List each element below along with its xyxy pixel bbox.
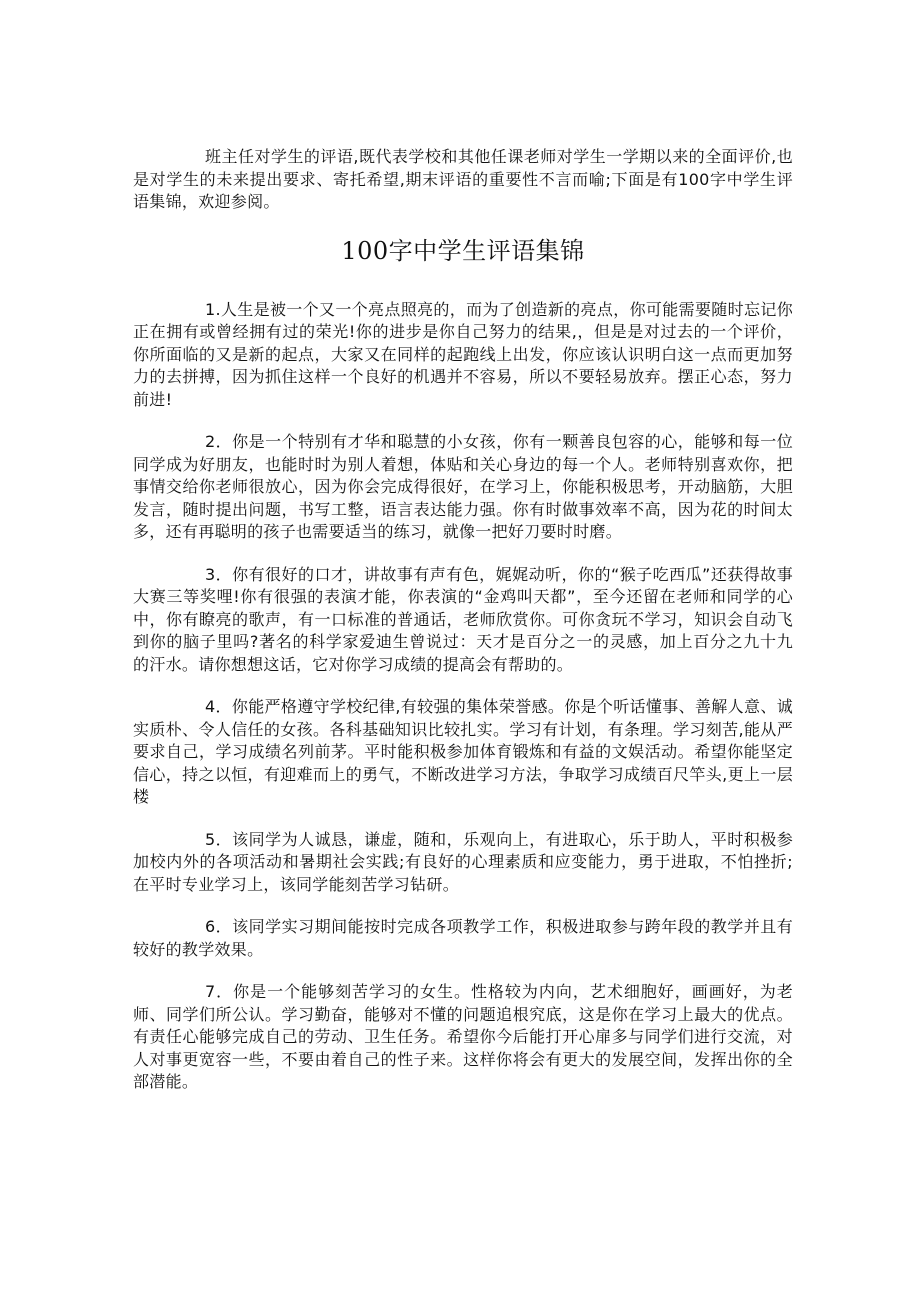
document-body bbox=[133, 146, 793, 1114]
document-title: 100字中学生评语集锦 bbox=[341, 236, 585, 265]
comment-item-6: 6．该同学实习期间能按时完成各项教学工作，积极进取参与跨年段的教学并且有较好的教学效果。 bbox=[133, 917, 793, 959]
comment-item-4: 4．你能严格遵守学校纪律,有较强的集体荣誉感。你是个听话懂事、善解人意、诚实质朴、令人信任的女孩。各科基础知识比较扎实。学习有计划，有条理。学习刻苦,能从严要求自己，学习成绩名列前茅。平时能积极参加体育锻炼和有益的文娱活动。希望你能坚定信心，持之以恒，有迎难而上的勇气，不断改进学习方法，争取学习成绩百尺竿头,更上一层楼 bbox=[133, 697, 793, 806]
intro-paragraph: 班主任对学生的评语,既代表学校和其他任课老师对学生一学期以来的全面评价,也是对学生的未来提出要求、寄托希望,期末评语的重要性不言而喻;下面是有100字中学生评语集锦，欢迎参阅。 bbox=[133, 147, 793, 211]
comment-item-7: 7．你是一个能够刻苦学习的女生。性格较为内向，艺术细胞好，画画好，为老师、同学们所公认。学习勤奋，能够对不懂的问题追根究底，这是你在学习上最大的优点。有责任心能够完成自己的劳动、卫生任务。希望你今后能打开心扉多与同学们进行交流，对人对事更宽容一些，不要由着自己的性子来。这样你将会有更大的发展空间，发挥出你的全部潜能。 bbox=[133, 982, 793, 1091]
comment-item-2: 2．你是一个特别有才华和聪慧的小女孩，你有一颗善良包容的心，能够和每一位同学成为好朋友，也能时时为别人着想，体贴和关心身边的每一个人。老师特别喜欢你，把事情交给你老师很放心，因为你会完成得很好，在学习上，你能积极思考，开动脑筋，大胆发言，随时提出问题，书写工整，语言表达能力强。你有时做事效率不高，因为花的时间太多，还有再聪明的孩子也需要适当的练习，就像一把好刀要时时磨。 bbox=[133, 432, 793, 541]
comment-item-3: 3．你有很好的口才，讲故事有声有色，娓娓动听，你的“猴子吃西瓜”还获得故事大赛三等奖哩!你有很强的表演才能，你表演的“金鸡叫天都”，至今还留在老师和同学的心中，你有瞭亮的歌声，有一口标准的普通话，老师欣赏你。可你贪玩不学习，知识会自动飞到你的脑子里吗?著名的科学家爱迪生曾说过：天才是百分之一的灵感，加上百分之九十九的汗水。请你想想这话，它对你学习成绩的提高会有帮助的。 bbox=[133, 564, 793, 674]
comment-list bbox=[133, 299, 793, 1094]
comment-item-1: 1.人生是被一个又一个亮点照亮的，而为了创造新的亮点，你可能需要随时忘记你正在拥有或曾经拥有过的荣光!你的进步是你自己努力的结果,，但是是对过去的一个评价，你所面临的又是新的起点，大家又在同样的起跑线上出发，你应该认识明白这一点而更加努力的去拼搏，因为抓住这样一个良好的机遇并不容易，所以不要轻易放弃。摆正心态，努力前进! bbox=[133, 299, 793, 409]
comment-item-5: 5．该同学为人诚恳，谦虚，随和，乐观向上，有进取心，乐于助人，平时积极参加校内外的各项活动和暑期社会实践;有良好的心理素质和应变能力，勇于进取，不怕挫折;在平时专业学习上，该同学能刻苦学习钻研。 bbox=[133, 829, 793, 894]
